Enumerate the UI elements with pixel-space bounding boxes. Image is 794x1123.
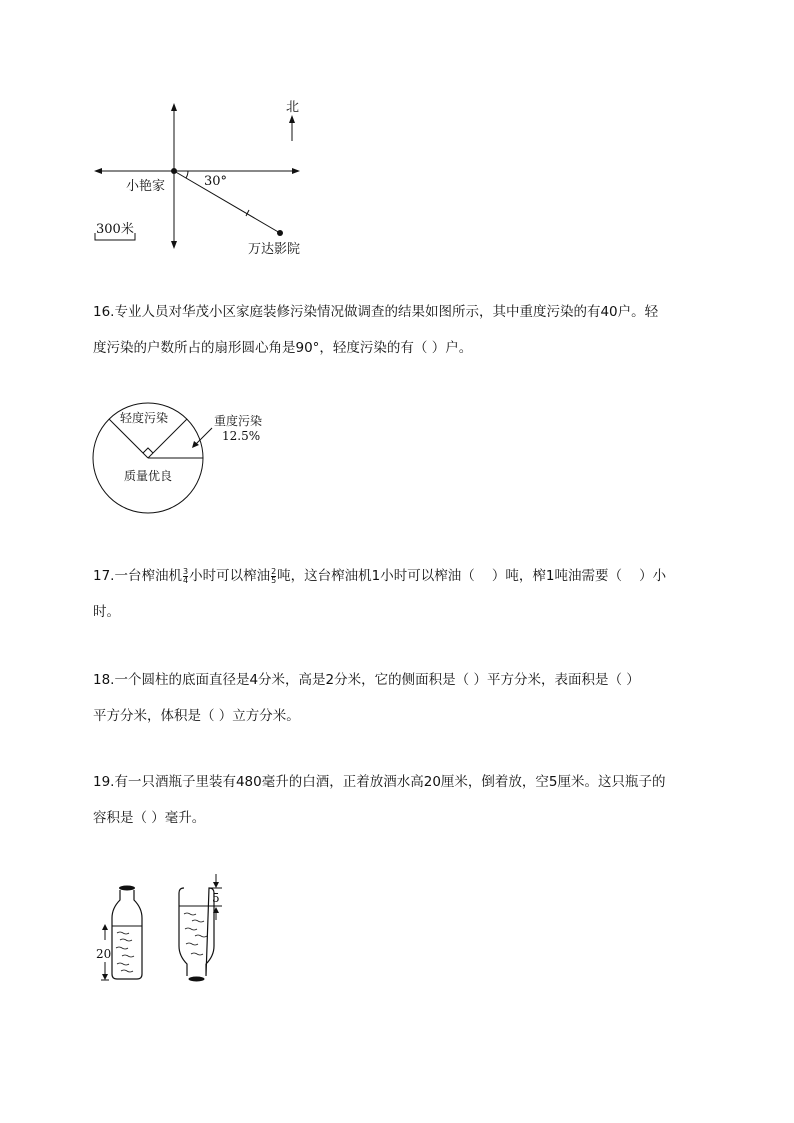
angle-label: 30° xyxy=(204,174,228,189)
question-16-line-2: 度污染的户数所占的扇形圆心角是90°，轻度污染的有（ ）户。 xyxy=(93,340,473,356)
question-17-line-1 xyxy=(93,558,703,594)
height-arrow-up-icon xyxy=(102,924,108,930)
fraction-two-fifths xyxy=(271,568,276,585)
question-17-part-2: 小时可以榨油 xyxy=(189,568,271,584)
question-18-line-1: 18.一个圆柱的底面直径是4分米，高是2分米，它的侧面积是（ ）平方分米，表面积是（ ） xyxy=(93,672,640,688)
question-17-part-1: 17.一台榨油机 xyxy=(93,568,182,584)
vertical-axis-arrow-down xyxy=(171,241,177,249)
fraction-1-numerator: 3 xyxy=(182,566,189,576)
bottles-diagram xyxy=(92,870,232,990)
horizontal-axis-arrow-right xyxy=(292,168,300,174)
question-17 xyxy=(93,558,703,630)
good-quality-label: 质量优良 xyxy=(124,469,173,483)
question-19-line-2: 容积是（ ）毫升。 xyxy=(93,810,206,826)
fraction-2-numerator: 2 xyxy=(271,566,277,576)
height-arrow-down-icon xyxy=(102,974,108,980)
angle-arc xyxy=(186,171,188,178)
question-18-line-2: 平方分米，体积是（ ）立方分米。 xyxy=(93,708,300,724)
inverted-bottle-outline xyxy=(179,888,214,976)
upright-bottle xyxy=(96,886,142,981)
empty-label: 5 xyxy=(212,891,220,905)
north-label: 北 xyxy=(286,100,300,115)
question-18 xyxy=(93,662,703,734)
inverted-bottle xyxy=(179,874,222,982)
fraction-2-denominator: 5 xyxy=(271,575,277,585)
horizontal-axis-arrow-left xyxy=(94,168,102,174)
question-19 xyxy=(93,764,703,836)
scale-label: 300米 xyxy=(96,222,134,237)
cinema-point xyxy=(277,230,283,236)
heavy-pollution-percent: 12.5% xyxy=(222,429,261,443)
inverted-bottle-cap xyxy=(189,977,205,982)
fraction-1-denominator: 4 xyxy=(182,575,189,585)
upright-bottle-cap xyxy=(119,886,135,891)
pollution-pie-diagram xyxy=(90,400,290,530)
vertical-axis-arrow-up xyxy=(171,103,177,111)
fraction-three-quarters xyxy=(183,568,188,585)
home-label: 小艳家 xyxy=(126,179,166,194)
question-17-line-2: 时。 xyxy=(93,604,120,620)
question-17-part-3: 吨，这台榨油机1小时可以榨油（ ）吨，榨1吨油需要（ ）小 xyxy=(277,568,667,584)
upright-bottle-outline xyxy=(112,890,142,979)
question-16 xyxy=(93,294,703,366)
empty-arrow-down-icon xyxy=(213,882,219,888)
upright-liquid-waves xyxy=(116,932,134,972)
location-diagram xyxy=(88,95,318,265)
height-label: 20 xyxy=(96,947,112,961)
north-arrow-icon xyxy=(289,115,295,123)
right-angle-mark xyxy=(143,448,153,453)
inverted-liquid-waves xyxy=(184,913,207,955)
light-pollution-label: 轻度污染 xyxy=(120,411,169,425)
cinema-label: 万达影院 xyxy=(248,242,301,257)
question-16-line-1: 16.专业人员对华茂小区家庭装修污染情况做调查的结果如图所示，其中重度污染的有40户。轻 xyxy=(93,304,659,320)
question-19-line-1: 19.有一只酒瓶子里装有480毫升的白酒，正着放酒水高20厘米，倒着放，空5厘米。这只瓶子的 xyxy=(93,774,666,790)
heavy-pollution-label: 重度污染 xyxy=(214,414,263,428)
